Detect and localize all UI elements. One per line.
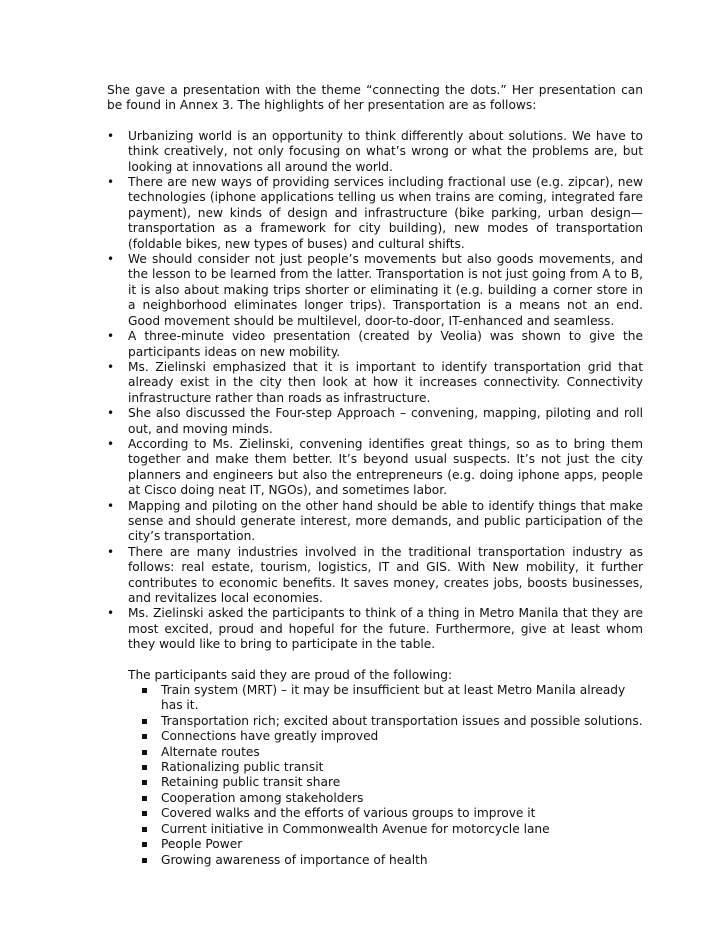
list-item: [139, 729, 643, 744]
list-item-text: Ms. Zielinski emphasized that it is important to identify transportation grid that already exist in the city then look at how it increases connectivity. Connectivity infrastructure rather than roads as infrastructure.: [128, 359, 643, 405]
list-item: [107, 406, 643, 437]
list-item-text: Connections have greatly improved: [161, 729, 379, 744]
list-item-text: Growing awareness of importance of health: [161, 852, 428, 867]
list-item: [139, 806, 643, 821]
list-item-text: Covered walks and the efforts of various groups to improve it: [161, 806, 536, 821]
proud-heading: The participants said they are proud of the following:: [128, 667, 453, 682]
list-item-text: Train system (MRT) – it may be insufficient but at least Metro Manila already has it.: [161, 683, 626, 713]
list-item-text: Cooperation among stakeholders: [161, 790, 364, 805]
list-item: [107, 545, 643, 607]
square-bullet-icon: [142, 811, 147, 816]
square-bullet-icon: [142, 842, 147, 847]
list-item-text: Urbanizing world is an opportunity to think differently about solutions. We have to think creatively, not only focusing on what’s wrong or what the problems are, but looking at innovations all around the world.: [128, 128, 643, 174]
proud-list: [128, 683, 643, 868]
bullet-icon: •: [107, 498, 115, 513]
list-item-text: Current initiative in Commonwealth Avenue for motorcycle lane: [161, 821, 550, 836]
list-item: [139, 745, 643, 760]
list-item: [107, 437, 643, 499]
list-item: [139, 683, 643, 714]
bullet-icon: •: [107, 329, 115, 344]
list-item: [139, 822, 643, 837]
list-item-text: According to Ms. Zielinski, convening identifies great things, so as to bring them together and make them better. It’s beyond usual suspects. It’s not just the city planners and engineers but also the entrepreneurs (e.g. doing iphone apps, people at Cisco doing neat IT, NGOs), and sometimes labor.: [128, 436, 643, 498]
bullet-icon: •: [107, 175, 115, 190]
square-bullet-icon: [142, 688, 147, 693]
list-item-text: Mapping and piloting on the other hand should be able to identify things that make sense and should generate interest, more demands, and public participation of the city’s transportation.: [128, 498, 643, 544]
document-body: [107, 83, 643, 868]
list-item-text: Ms. Zielinski asked the participants to think of a thing in Metro Manila that they are most excited, proud and hopeful for the future. Furthermore, give at least whom they would like to bring to participate in the table.: [128, 606, 643, 652]
list-item-text: Rationalizing public transit: [161, 760, 324, 775]
list-item-text: We should consider not just people’s movements but also goods movements, and the lesson to be learned from the latter. Transportation is not just going from A to B, it is also about making trips shorter or eliminating it (e.g. building a corner store in a neighborhood eliminates longer trips). Transportation is a means not an end. Good movement should be multilevel, door-to-door, IT-enhanced and seamless.: [128, 252, 643, 328]
list-item-text: There are many industries involved in the traditional transportation industry as follows: real estate, tourism, logistics, IT and GIS. With New mobility, it further contributes to economic benefits. It saves money, creates jobs, boosts businesses, and revitalizes local economies.: [128, 544, 643, 605]
list-item: [107, 606, 643, 652]
bullet-icon: •: [107, 252, 115, 267]
square-bullet-icon: [142, 858, 147, 863]
list-item: [107, 252, 643, 329]
intro-paragraph: She gave a presentation with the theme “connecting the dots.” Her presentation can be found in Annex 3. The highlights of her presentation are as follows:: [107, 83, 643, 113]
bullet-icon: •: [107, 606, 115, 621]
square-bullet-icon: [142, 780, 147, 785]
list-item-text: A three-minute video presentation (created by Veolia) was shown to give the participants ideas on new mobility.: [128, 329, 643, 359]
square-bullet-icon: [142, 750, 147, 755]
list-item-text: She also discussed the Four-step Approach – convening, mapping, piloting and roll out, and moving minds.: [128, 406, 643, 436]
list-item-text: There are new ways of providing services including fractional use (e.g. zipcar), new technologies (iphone applications telling us when trains are coming, integrated fare payment), new kinds of design and infrastructure (bike parking, urban design—transportation as a framework for city building), new modes of transportation (foldable bikes, new types of buses) and cultural shifts.: [128, 175, 643, 251]
list-item: [139, 775, 643, 790]
bullet-icon: •: [107, 436, 115, 451]
square-bullet-icon: [142, 796, 147, 801]
list-item: [139, 837, 643, 852]
square-bullet-icon: [142, 827, 147, 832]
square-bullet-icon: [142, 719, 147, 724]
highlights-list: [107, 129, 643, 653]
bullet-icon: •: [107, 128, 115, 143]
list-item: [107, 175, 643, 252]
list-item: [107, 329, 643, 360]
list-item: [107, 499, 643, 545]
list-item-text: Alternate routes: [161, 744, 260, 759]
list-item-text: Transportation rich; excited about transportation issues and possible solutions.: [161, 713, 643, 728]
list-item: [139, 853, 643, 868]
proud-section: [107, 668, 643, 868]
bullet-icon: •: [107, 406, 115, 421]
list-item-text: Retaining public transit share: [161, 775, 341, 790]
list-item-text: People Power: [161, 837, 243, 852]
list-item: [139, 714, 643, 729]
list-item: [107, 360, 643, 406]
list-item: [139, 760, 643, 775]
list-item: [139, 791, 643, 806]
bullet-icon: •: [107, 544, 115, 559]
square-bullet-icon: [142, 765, 147, 770]
bullet-icon: •: [107, 359, 115, 374]
square-bullet-icon: [142, 734, 147, 739]
list-item: [107, 129, 643, 175]
